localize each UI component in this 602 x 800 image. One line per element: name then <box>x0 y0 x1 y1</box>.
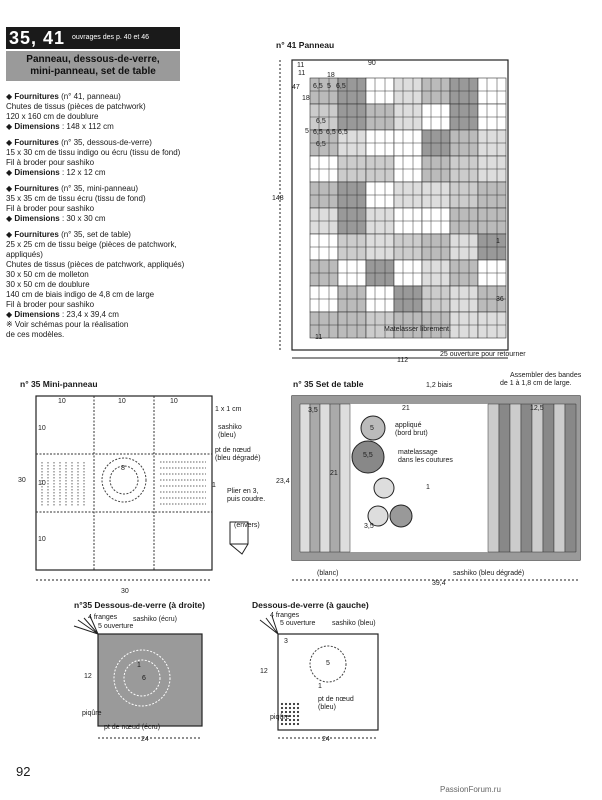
set-diagram <box>288 390 588 590</box>
panneau-dim-112: 112 <box>397 357 409 364</box>
supply-block-4: ◆ Fournitures (n° 35, set de table) 25 x 25 cm de tissu beige (pièces de patchwork, appliqués) Chutes de tissus (pièces de patchwork, appliqués) 30 x 50 cm de molleton 30 x 50 cm de doublure 140 cm de biais indigo de 4,8 cm de large Fil à broder pour sashiko ◆ Dimensions : 23,4 x 39,4 cm ※ Voir schémas pour la réalisation de ces modèles. <box>6 230 185 339</box>
panneau-dim-18: 18 <box>327 72 335 79</box>
panneau-dim-65c: 6,5 <box>316 118 326 125</box>
set-circle-5: 5 <box>370 425 374 432</box>
panneau-dim-36: 36 <box>496 296 504 303</box>
mini-one: 1 <box>212 482 216 489</box>
knot-dot <box>297 719 299 721</box>
mini-fold-note: Plier en 3, <box>227 488 259 495</box>
knot-dot <box>289 711 291 713</box>
panneau-opening-note: 25 ouverture pour retourner <box>440 351 526 358</box>
set-circle-55: 5,5 <box>363 452 373 459</box>
panneau-dim-18-left: 18 <box>302 95 310 102</box>
set-white: (blanc) <box>317 570 339 577</box>
panneau-dim-90: 90 <box>368 60 376 67</box>
coaster-right-knot: pt de nœud (écru) <box>104 724 161 731</box>
coaster-left-dim-24: 24 <box>322 736 330 743</box>
set-raw-edge: (bord brut) <box>395 430 428 437</box>
supply-block-1: ◆ Fournitures (n° 41, panneau) Chutes de tissus (pièces de patchwork) 120 x 160 cm de doublure ◆ Dimensions : 148 x 112 cm <box>6 92 146 131</box>
knot-dot <box>297 711 299 713</box>
stripe <box>565 404 576 552</box>
coaster-right-diagram <box>70 612 220 752</box>
knot-dot <box>297 723 299 725</box>
knot-dot <box>281 707 283 709</box>
coaster-right-opening: 5 ouverture <box>98 623 134 630</box>
knot-dot <box>293 707 295 709</box>
coaster-left-diagram <box>258 612 408 752</box>
mini-reverse: (envers) <box>234 522 260 529</box>
panneau-dim-11-bottom: 11 <box>315 334 323 341</box>
knot-dot <box>285 711 287 713</box>
mini-dim-30-w: 30 <box>121 588 129 595</box>
diamond-icon: ◆ <box>6 168 15 177</box>
diamond-icon: ◆ <box>6 92 15 101</box>
panneau-dim-65f: 6,5 <box>338 129 348 136</box>
knot-dot <box>297 715 299 717</box>
knot-dot <box>293 719 295 721</box>
mini-dim-10b: 10 <box>118 398 126 405</box>
subtitle-line-2: mini-panneau, set de table <box>30 66 156 77</box>
knot-dot <box>297 707 299 709</box>
knot-dot <box>293 715 295 717</box>
coaster-left-sashiko: sashiko (bleu) <box>332 620 376 627</box>
subtitle-line-1: Panneau, dessous-de-verre, <box>26 54 160 65</box>
set-quilting: matelassage <box>398 449 438 456</box>
diamond-icon: ◆ <box>6 138 15 147</box>
set-assemble-note: Assembler des bandes <box>510 372 582 379</box>
panneau-patchwork-grid <box>310 78 506 338</box>
knot-dot <box>285 707 287 709</box>
coaster-left-knot: pt de nœud <box>318 696 354 703</box>
stripe <box>300 404 310 552</box>
set-title: n° 35 Set de table <box>293 379 364 389</box>
set-dim-35-left: 3,5 <box>308 407 318 414</box>
page-number: 92 <box>16 764 31 779</box>
set-quilting-2: dans les coutures <box>398 457 453 464</box>
panneau-dim-65b: 6,5 <box>336 83 346 90</box>
stripe <box>320 404 330 552</box>
coaster-left-opening: 5 ouverture <box>280 620 316 627</box>
panneau-dim-148: 148 <box>272 195 284 202</box>
set-dim-234: 23,4 <box>276 478 290 485</box>
panneau-dim-1: 1 <box>496 238 500 245</box>
set-binding: 1,2 biais <box>426 382 453 389</box>
mini-dim-left-10c: 10 <box>38 536 46 543</box>
coaster-left-one: 1 <box>318 683 322 690</box>
diamond-icon: ◆ <box>6 122 15 131</box>
knot-dot <box>297 703 299 705</box>
stripe <box>554 404 565 552</box>
coaster-left-stitch: piqûre <box>270 714 290 721</box>
knot-dot <box>293 703 295 705</box>
knot-dot <box>293 723 295 725</box>
panneau-dim-11-top: 11 <box>297 62 305 69</box>
mini-sashiko-color: (bleu) <box>218 432 236 439</box>
stripe <box>521 404 532 552</box>
panneau-dim-65g: 6,5 <box>316 141 326 148</box>
panneau-dim-65d: 6,5 <box>313 129 323 136</box>
coaster-right-sashiko: sashiko (écru) <box>133 616 177 623</box>
supplies-list <box>6 92 256 346</box>
knot-dot <box>281 703 283 705</box>
coaster-right-dim-24: 24 <box>141 736 149 743</box>
mini-grid-size: 1 x 1 cm <box>215 406 242 413</box>
supply-block-2: ◆ Fournitures (n° 35, dessous-de-verre) 15 x 30 cm de tissu indigo ou écru (tissu de fond) Fil à broder pour sashiko ◆ Dimensions : 12 x 12 cm <box>6 138 181 177</box>
stripe <box>340 404 350 552</box>
stripe <box>499 404 510 552</box>
stripe <box>510 404 521 552</box>
coaster-right-stitch: piqûre <box>82 710 102 717</box>
diamond-icon: ◆ <box>6 230 15 239</box>
mini-dim-10a: 10 <box>58 398 66 405</box>
knot-dot <box>281 723 283 725</box>
watermark: PassionForum.ru <box>440 785 501 794</box>
diamond-icon: ◆ <box>6 310 15 319</box>
mini-title: n° 35 Mini-panneau <box>20 379 98 389</box>
mini-dim-left-10b: 10 <box>38 480 46 487</box>
knot-dot <box>293 711 295 713</box>
knot-dot <box>285 723 287 725</box>
panneau-quilt-note: Matelasser librement. <box>384 326 451 333</box>
set-dim-21-top: 21 <box>402 405 410 412</box>
stripe <box>310 404 320 552</box>
knot-dot <box>285 703 287 705</box>
diamond-icon: ◆ <box>6 214 15 223</box>
panneau-dim-5b: 5 <box>305 128 309 135</box>
set-sashiko: sashiko (bleu dégradé) <box>453 570 525 577</box>
section-number: 35, 41 <box>6 27 68 49</box>
stripe <box>330 404 340 552</box>
mini-knot: pt de nœud <box>215 447 251 454</box>
mini-knot-color: (bleu dégradé) <box>215 455 261 462</box>
mini-dim-30-h: 30 <box>18 477 26 484</box>
panneau-title: n° 41 Panneau <box>276 40 335 50</box>
panneau-dim-47: 47 <box>292 84 300 91</box>
panneau-dim-5: 5 <box>327 83 331 90</box>
knot-dot <box>281 711 283 713</box>
set-one: 1 <box>426 484 430 491</box>
section-subtitle <box>6 51 180 81</box>
panneau-dim-11b: 11 <box>298 70 306 77</box>
coaster-right-one: 1 <box>137 662 141 669</box>
coaster-right-fringe: 4 franges <box>88 614 118 621</box>
coaster-left-knot-color: (bleu) <box>318 704 336 711</box>
mini-fold-note-2: puis coudre. <box>227 496 266 503</box>
supply-block-3: ◆ Fournitures (n° 35, mini-panneau) 35 x 35 cm de tissu écru (tissu de fond) Fil à broder pour sashiko ◆ Dimensions : 30 x 30 cm <box>6 184 146 223</box>
set-applique: appliqué <box>395 422 422 429</box>
set-dim-125: 12,5 <box>530 405 544 412</box>
set-dim-394: 39,4 <box>432 580 446 587</box>
stripe <box>488 404 499 552</box>
works-reference: ouvrages des p. 40 et 46 <box>68 27 180 49</box>
coaster-left-title: Dessous-de-verre (à gauche) <box>252 600 369 610</box>
mini-dim-10c: 10 <box>170 398 178 405</box>
coaster-right-dim-12: 12 <box>84 673 92 680</box>
coaster-left-five: 5 <box>326 660 330 667</box>
coaster-left-fringe: 4 franges <box>270 612 300 619</box>
mini-dim-left-10a: 10 <box>38 425 46 432</box>
set-dim-21-left: 21 <box>330 470 338 477</box>
mini-center-8: 8 <box>121 465 125 472</box>
coaster-left-dim-12: 12 <box>260 668 268 675</box>
coaster-right-title: n°35 Dessous-de-verre (à droite) <box>74 600 205 610</box>
mini-sashiko: sashiko <box>218 424 242 431</box>
knot-dot <box>289 703 291 705</box>
stripe <box>543 404 554 552</box>
set-assemble-note-2: de 1 à 1,8 cm de large. <box>500 380 572 387</box>
coaster-right-six: 6 <box>142 675 146 682</box>
diamond-icon: ◆ <box>6 184 15 193</box>
panneau-dim-65e: 6,5 <box>326 129 336 136</box>
coaster-left-three: 3 <box>284 638 288 645</box>
knot-dot <box>289 723 291 725</box>
panneau-dim-65a: 6,5 <box>313 83 323 90</box>
set-circle-35: 3,5 <box>364 523 374 530</box>
stripe <box>532 404 543 552</box>
knot-dot <box>289 707 291 709</box>
